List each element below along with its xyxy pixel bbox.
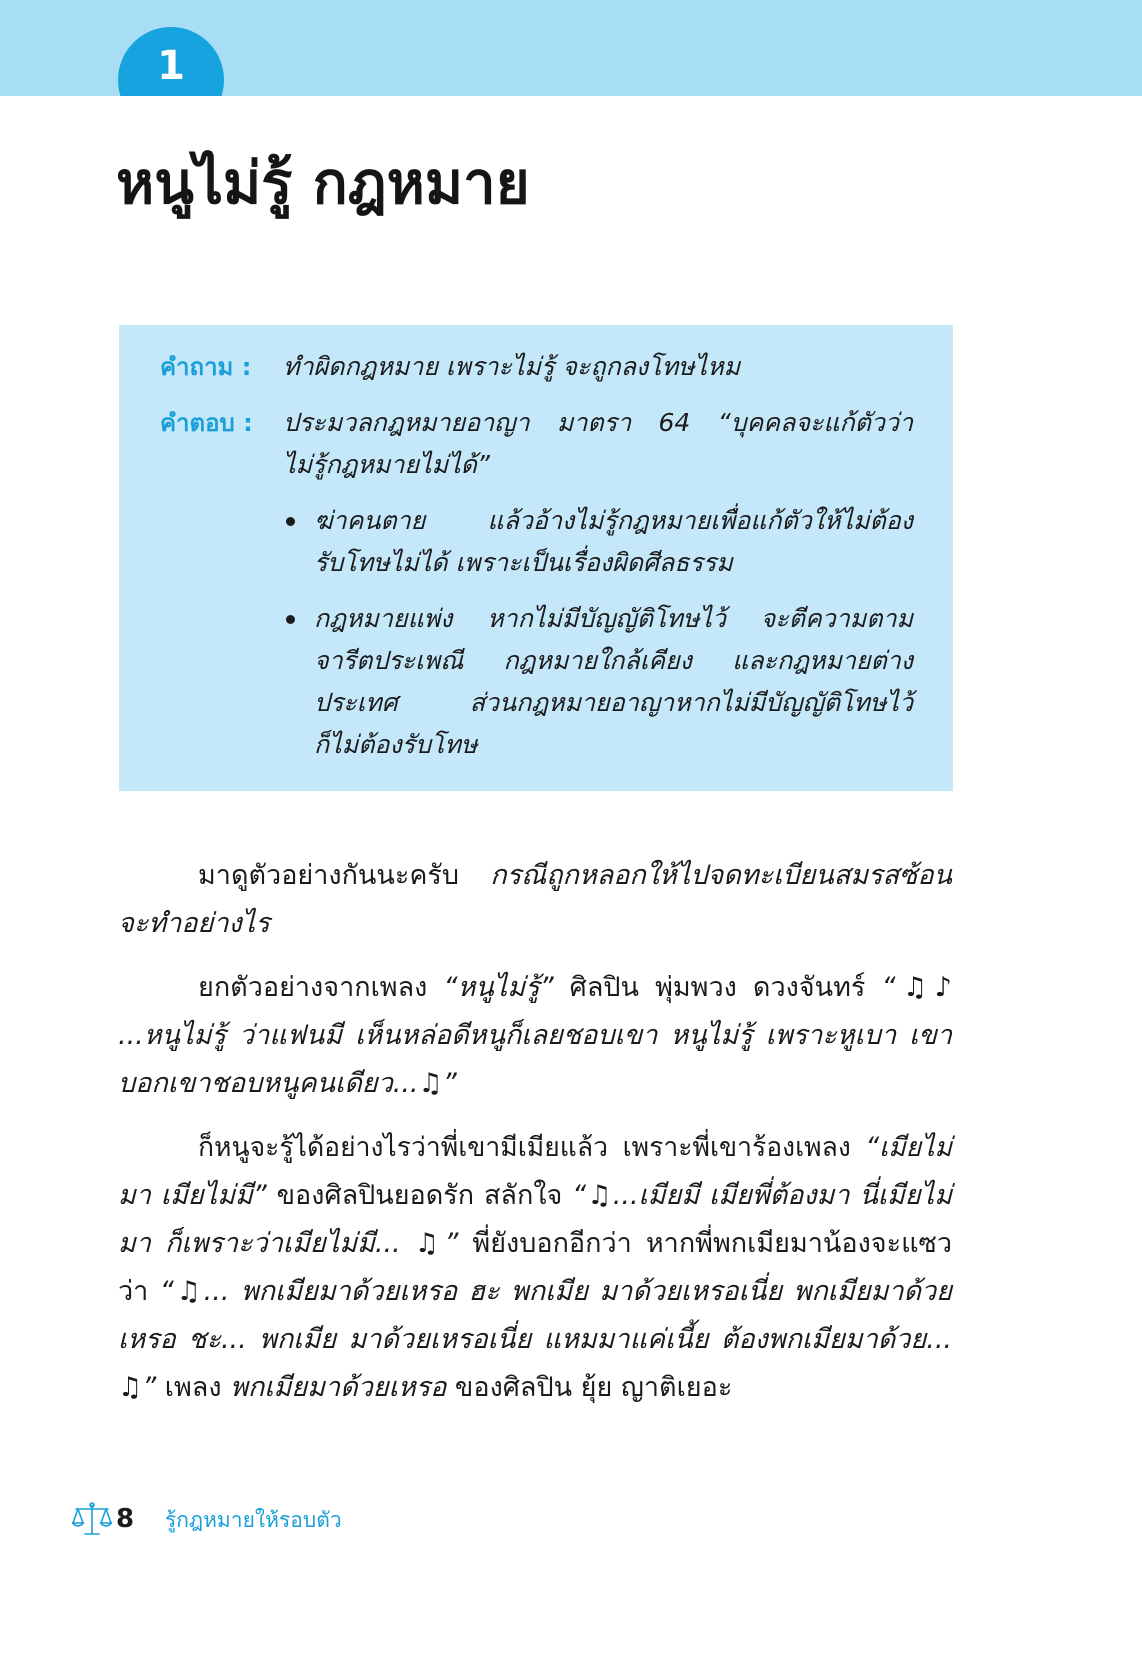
italic-run: เหรอ ชะ... พกเมีย มาด้วยเหรอเนี่ย แหมมาแค่เนี้ย ต้องพกเมียมาด้วย... bbox=[118, 1324, 952, 1355]
paragraph bbox=[118, 1124, 952, 1412]
body-line bbox=[118, 852, 952, 900]
body-line bbox=[118, 1220, 952, 1268]
body-line bbox=[118, 1124, 952, 1172]
text-run: พี่ยังบอกอีกว่า หากพี่พกเมียมาน้องจะแซว bbox=[458, 1228, 952, 1259]
body-line bbox=[118, 1364, 952, 1412]
text-run: ว่า bbox=[118, 1276, 160, 1307]
italic-run: ...หนูไม่รู้ ว่าแฟนมี เห็นหล่อดีหนูก็เลยชอบเขา หนูไม่รู้ เพราะหูเบา เขา bbox=[118, 1020, 952, 1051]
qa-box bbox=[119, 325, 953, 791]
body-line bbox=[118, 900, 952, 948]
text-run: ก็หนูจะรู้ได้อย่างไรว่าพี่เขามีเมียแล้ว เพราะพี่เขาร้องเพลง bbox=[198, 1132, 866, 1163]
text-run: ศิลปิน พุ่มพวง ดวงจันทร์ bbox=[553, 972, 882, 1003]
page-number: 8 bbox=[116, 1504, 135, 1534]
answer-bullet bbox=[283, 500, 913, 584]
body-text bbox=[118, 852, 952, 1428]
italic-run: มา เมียไม่มี” bbox=[118, 1180, 267, 1211]
italic-run: “♫... พกเมียมาด้วยเหรอ ฮะ พกเมีย มาด้วยเหรอเนี่ย พกเมียมาด้วย bbox=[159, 1276, 952, 1307]
italic-run: “หนูไม่รู้” bbox=[443, 972, 554, 1003]
scales-icon bbox=[72, 1501, 112, 1537]
paragraph bbox=[118, 964, 952, 1108]
bullet-line: รับโทษไม่ได้ เพราะเป็นเรื่องผิดศีลธรรม bbox=[314, 548, 733, 577]
answer-bullet bbox=[283, 598, 913, 766]
answer-label: คำตอบ : bbox=[160, 409, 253, 437]
chapter-header-band bbox=[0, 0, 1142, 96]
text-run: ของศิลปินยอดรัก สลักใจ bbox=[266, 1180, 573, 1211]
text-run: มาดูตัวอย่างกันนะครับ bbox=[198, 860, 491, 891]
book-title: รู้กฎหมายให้รอบตัว bbox=[165, 1508, 342, 1532]
body-line bbox=[118, 1012, 952, 1060]
answer-line: ไม่รู้กฎหมายไม่ได้” bbox=[283, 450, 490, 479]
text-run: ของศิลปิน ยุ้ย ญาติเยอะ bbox=[446, 1372, 733, 1403]
body-line bbox=[118, 1268, 952, 1316]
question-label: คำถาม : bbox=[160, 353, 252, 381]
chapter-number: 1 bbox=[157, 43, 185, 89]
italic-run: บอกเขาชอบหนูคนเดียว...♫” bbox=[118, 1068, 457, 1099]
italic-run: “♫♪ bbox=[881, 972, 952, 1003]
bullet-dot bbox=[286, 615, 295, 624]
bullet-line: กฎหมายแพ่ง หากไม่มีบัญญัติโทษไว้ จะตีความตาม bbox=[314, 604, 913, 633]
paragraph bbox=[118, 852, 952, 948]
chapter-title: หนูไม่รู้ กฎหมาย bbox=[116, 149, 530, 217]
text-run: ยกตัวอย่างจากเพลง bbox=[198, 972, 444, 1003]
italic-run: ♫” bbox=[118, 1372, 157, 1403]
italic-run: “เมียไม่ bbox=[865, 1132, 952, 1163]
bullet-line: ฆ่าคนตาย แล้วอ้างไม่รู้กฎหมายเพื่อแก้ตัวให้ไม่ต้อง bbox=[314, 506, 913, 535]
italic-run: พกเมียมาด้วยเหรอ bbox=[230, 1372, 447, 1403]
italic-run: มา ก็เพราะว่าเมียไม่มี... ♫” bbox=[118, 1228, 459, 1259]
bullet-line: ก็ไม่ต้องรับโทษ bbox=[314, 730, 478, 759]
italic-run: จะทำอย่างไร bbox=[118, 908, 270, 939]
body-line bbox=[118, 964, 952, 1012]
answer-row bbox=[119, 402, 913, 766]
text-run: เพลง bbox=[156, 1372, 231, 1403]
body-line bbox=[118, 1172, 952, 1220]
italic-run: “♫...เมียมี เมียพี่ต้องมา นี่เมียไม่ bbox=[572, 1180, 952, 1211]
question-text: ทำผิดกฎหมาย เพราะไม่รู้ จะถูกลงโทษไหม bbox=[283, 352, 741, 381]
answer-line: ประมวลกฎหมายอาญา มาตรา 64 “บุคคลจะแก้ตัวว่า bbox=[283, 408, 913, 437]
bullet-line: ประเทศ ส่วนกฎหมายอาญาหากไม่มีบัญญัติโทษไว้ bbox=[314, 688, 913, 717]
body-line bbox=[118, 1316, 952, 1364]
question-row bbox=[119, 346, 913, 388]
italic-run: กรณีถูกหลอกให้ไปจดทะเบียนสมรสซ้อน bbox=[490, 860, 952, 891]
bullet-line: จารีตประเพณี กฎหมายใกล้เคียง และกฎหมายต่าง bbox=[314, 646, 913, 675]
bullet-dot bbox=[286, 517, 295, 526]
body-line bbox=[118, 1060, 952, 1108]
